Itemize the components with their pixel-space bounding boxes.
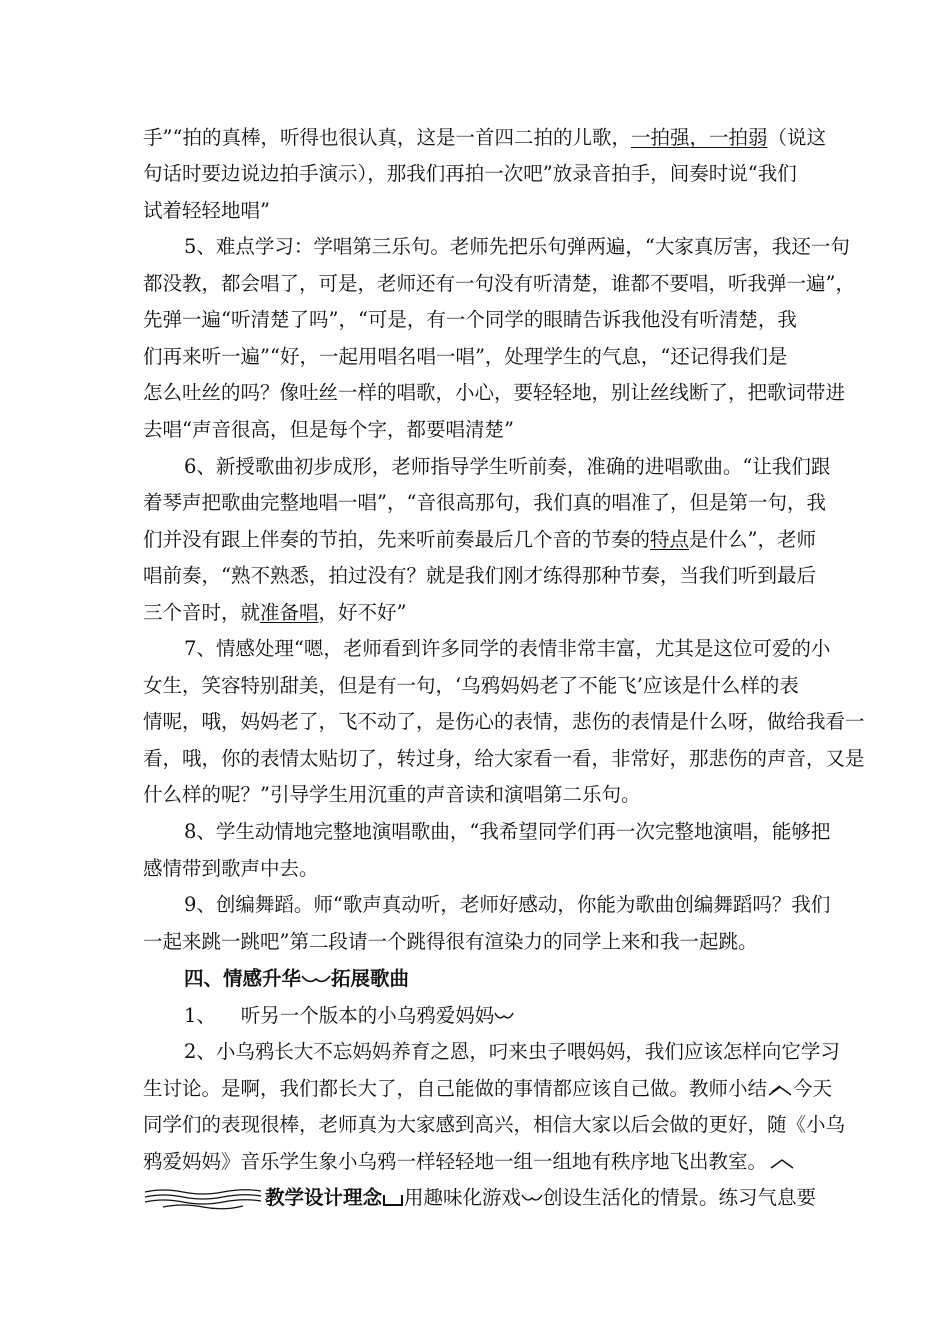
text-line: 看，哦，你的表情太贴切了，转过身，给大家看一看，非常好，那悲伤的声音，又是 bbox=[143, 747, 865, 770]
text-line: 都没教，都会唱了，可是，老师还有一句没有听清楚，谁都不要唱，听我弹一遍”， bbox=[143, 272, 855, 295]
text-line: 着琴声把歌曲完整地唱一唱”，“音很高那句，我们真的唱准了，但是第一句，我 bbox=[143, 491, 826, 514]
text-line: 句话时要边说边拍手演示），那我们再拍一次吧”放录音拍手，间奏时说“我们 bbox=[143, 162, 797, 185]
caret-mark-icon bbox=[767, 1083, 793, 1097]
text-line: 感情带到歌声中去。 bbox=[143, 857, 319, 880]
text-line: 生讨论。是啊，我们都长大了，自己能做的事情都应该自己做。教师小结 今天 bbox=[143, 1077, 833, 1100]
paragraph-5-start: 5、难点学习：学唱第三乐句。老师先把乐句弹两遍，“大家真厉害，我还一句 bbox=[184, 235, 850, 258]
text-line: 教学设计理念 用趣味化游戏 创设生活化的情景。练习气息要 bbox=[265, 1186, 817, 1209]
text-line: 手”“拍的真棒，听得也很认真，这是一首四二拍的儿歌，一拍强，一拍弱（说这 bbox=[143, 126, 826, 149]
text-line: 什么样的呢？”引导学生用沉重的声音读和演唱第二乐句。 bbox=[143, 783, 641, 806]
text-line: 试着轻轻地唱” bbox=[143, 199, 270, 222]
design-concept-label: 教学设计理念 bbox=[265, 1186, 383, 1209]
caret-mark-icon bbox=[767, 1156, 797, 1170]
paragraph-7-start: 7、情感处理“嗯，老师看到许多同学的表情非常丰富，尤其是这位可爱的小 bbox=[184, 637, 831, 660]
list-item: 2、小乌鸦长大不忘妈妈养育之恩，叼来虫子喂妈妈，我们应该怎样向它学习 bbox=[184, 1040, 840, 1063]
wave-mark-icon bbox=[494, 1011, 514, 1023]
wave-lines-icon bbox=[143, 1184, 263, 1214]
paragraph-8-start: 8、学生动情地完整地演唱歌曲，“我希望同学们再一次完整地演唱，能够把 bbox=[184, 820, 831, 843]
text-line: 鸦爱妈妈》音乐学生象小乌鸦一样轻轻地一组一组地有秩序地飞出教室。 bbox=[143, 1148, 797, 1176]
text-line: 们并没有跟上伴奏的节拍，先来听前奏最后几个音的节奏的特点是什么”，老师 bbox=[143, 528, 817, 551]
underlined-text: 特点 bbox=[650, 528, 690, 551]
underlined-text: 一拍强，一拍弱 bbox=[630, 126, 768, 149]
text-line: 情呢，哦，妈妈老了，飞不动了，是伤心的表情，悲伤的表情是什么呀，做给我看一 bbox=[143, 710, 865, 733]
list-item: 1、 听另一个版本的小乌鸦爱妈妈 bbox=[184, 1002, 514, 1030]
text-line: 们再来听一遍”“好，一起用唱名唱一唱”，处理学生的气息，“还记得我们是 bbox=[143, 345, 788, 368]
text-line: 三个音时，就准备唱，好不好” bbox=[143, 601, 407, 624]
bracket-mark-icon bbox=[382, 1191, 404, 1207]
paragraph-9-start: 9、创编舞蹈。师“歌声真动听，老师好感动，你能为歌曲创编舞蹈吗？我们 bbox=[184, 893, 831, 916]
text-line: 怎么吐丝的吗？像吐丝一样的唱歌，小心，要轻轻地，别让丝线断了，把歌词带进 bbox=[143, 381, 846, 404]
section-heading: 四、情感升华 拓展歌曲 bbox=[184, 967, 410, 990]
wave-mark-icon bbox=[521, 1193, 543, 1205]
text-line: 同学们的表现很棒，老师真为大家感到高兴，相信大家以后会做的更好，随《小乌 bbox=[143, 1113, 846, 1136]
paragraph-6-start: 6、新授歌曲初步成形，老师指导学生听前奏，准确的进唱歌曲。“让我们跟 bbox=[184, 455, 831, 478]
text-line: 一起来跳一跳吧”第二段请一个跳得很有渲染力的同学上来和我一起跳。 bbox=[143, 930, 758, 953]
text-line: 先弹一遍“听清楚了吗”，“可是，有一个同学的眼睛告诉我他没有听清楚，我 bbox=[143, 308, 797, 331]
text-line: 女生，笑容特别甜美，但是有一句，‘乌鸦妈妈老了不能飞’应该是什么样的表 bbox=[143, 674, 799, 697]
wave-mark-icon bbox=[301, 973, 331, 987]
text-line: 唱前奏，“熟不熟悉，拍过没有？就是我们刚才练得那种节奏，当我们听到最后 bbox=[143, 564, 816, 587]
text-line: 去唱“声音很高，但是每个字，都要唱清楚” bbox=[143, 418, 514, 441]
underlined-text: 准备唱 bbox=[260, 601, 319, 624]
